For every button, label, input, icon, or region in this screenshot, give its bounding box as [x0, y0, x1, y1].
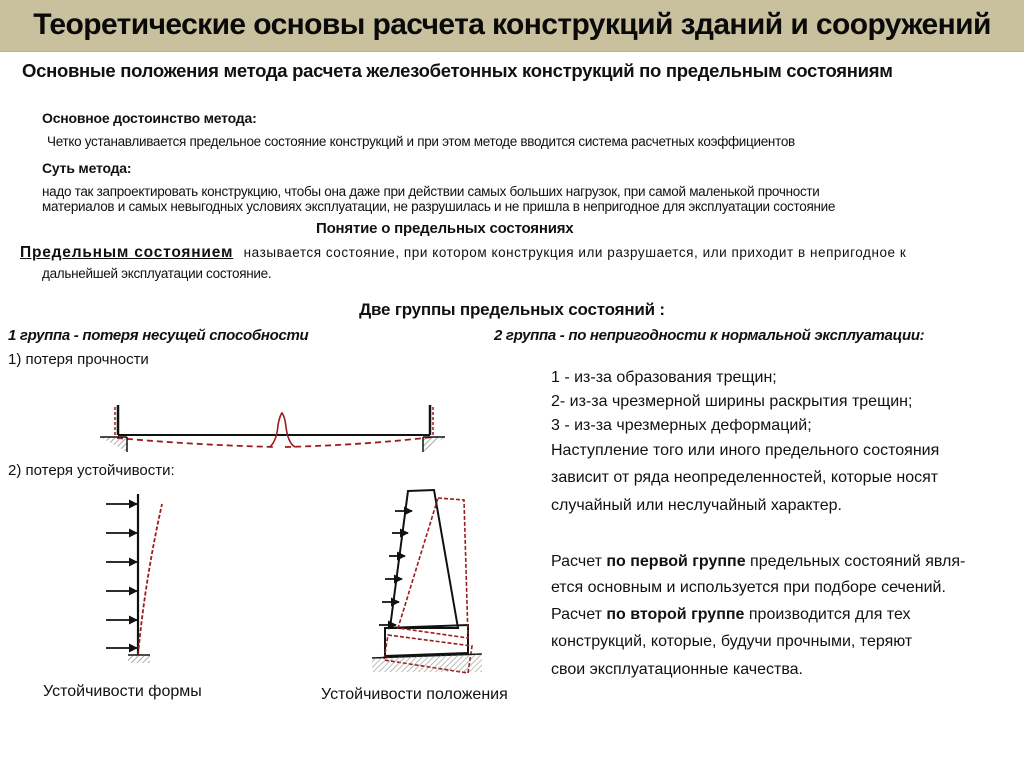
- group2-title: 2 группа - по непригодности к нормальной эксплуатации:: [494, 327, 925, 344]
- uncertainty-line-1: Наступление того или иного предельного состояния: [551, 442, 940, 459]
- groups-heading: Две группы предельных состояний :: [359, 300, 665, 319]
- essence-line-2: материалов и самых невыгодных условиях эксплуатации, не разрушилась и не пришла в непригодное для эксплуатации состояние: [42, 199, 836, 214]
- beam-strength-diagram: [95, 395, 445, 455]
- advantage-heading: Основное достоинство метода:: [42, 110, 257, 126]
- definition-line-2: дальнейшей эксплуатации состояние.: [42, 266, 272, 281]
- calc1-bold: по первой группе: [606, 553, 746, 570]
- group2-item-1: 1 - из-за образования трещин;: [551, 369, 777, 386]
- caption-form-stability: Устойчивости формы: [43, 683, 202, 700]
- advantage-text: Четко устанавливается предельное состояние конструкций и при этом методе вводится система расчетных коэффициентов: [47, 134, 795, 149]
- slide-title: Теоретические основы расчета конструкций зданий и сооружений: [33, 8, 991, 41]
- wall-overturning-diagram: [370, 488, 490, 673]
- group1-title: 1 группа - потеря несущей способности: [8, 327, 309, 344]
- calc1-suffix: предельных состояний явля-: [745, 553, 966, 570]
- definition-text: называется состояние, при котором конструкция или разрушается, или приходит в непригодное к: [243, 245, 907, 260]
- calc1-prefix: Расчет: [551, 553, 607, 570]
- group1-item-stability: 2) потеря устойчивости:: [8, 462, 175, 479]
- uncertainty-line-2: зависит от ряда неопределенностей, которые носят: [551, 469, 939, 486]
- calc-second-group-line-3: свои эксплуатационные качества.: [551, 661, 803, 678]
- caption-position-stability: Устойчивости положения: [321, 686, 508, 703]
- column-buckling-diagram: [100, 490, 180, 665]
- uncertainty-line-3: случайный или неслучайный характер.: [551, 497, 842, 514]
- slide-header: [0, 0, 1024, 52]
- calc2-suffix: производится для тех: [744, 606, 911, 623]
- calc2-bold: по второй группе: [606, 606, 745, 623]
- group2-item-2: 2- из-за чрезмерной ширины раскрытия трещин;: [551, 393, 913, 410]
- calc-second-group-line-1: [551, 606, 911, 624]
- calc-second-group-line-2: конструкций, которые, будучи прочными, теряют: [551, 633, 913, 650]
- calc2-prefix: Расчет: [551, 606, 607, 623]
- essence-heading: Суть метода:: [42, 160, 132, 176]
- essence-line-1: надо так запроектировать конструкцию, чтобы она даже при действии самых больших нагрузок, при самой маленькой прочности: [42, 184, 820, 199]
- concept-heading: Понятие о предельных состояниях: [316, 220, 574, 237]
- group2-item-3: 3 - из-за чрезмерных деформаций;: [551, 417, 812, 434]
- calc-first-group-line-2: ется основным и используется при подборе сечений.: [551, 579, 946, 596]
- definition-term: Предельным состоянием: [20, 244, 234, 261]
- group1-item-strength: 1) потеря прочности: [8, 351, 149, 368]
- calc-first-group-line-1: [551, 553, 965, 571]
- definition-line-1: [20, 244, 1016, 262]
- slide-subtitle: Основные положения метода расчета железобетонных конструкций по предельным состояниям: [22, 60, 893, 81]
